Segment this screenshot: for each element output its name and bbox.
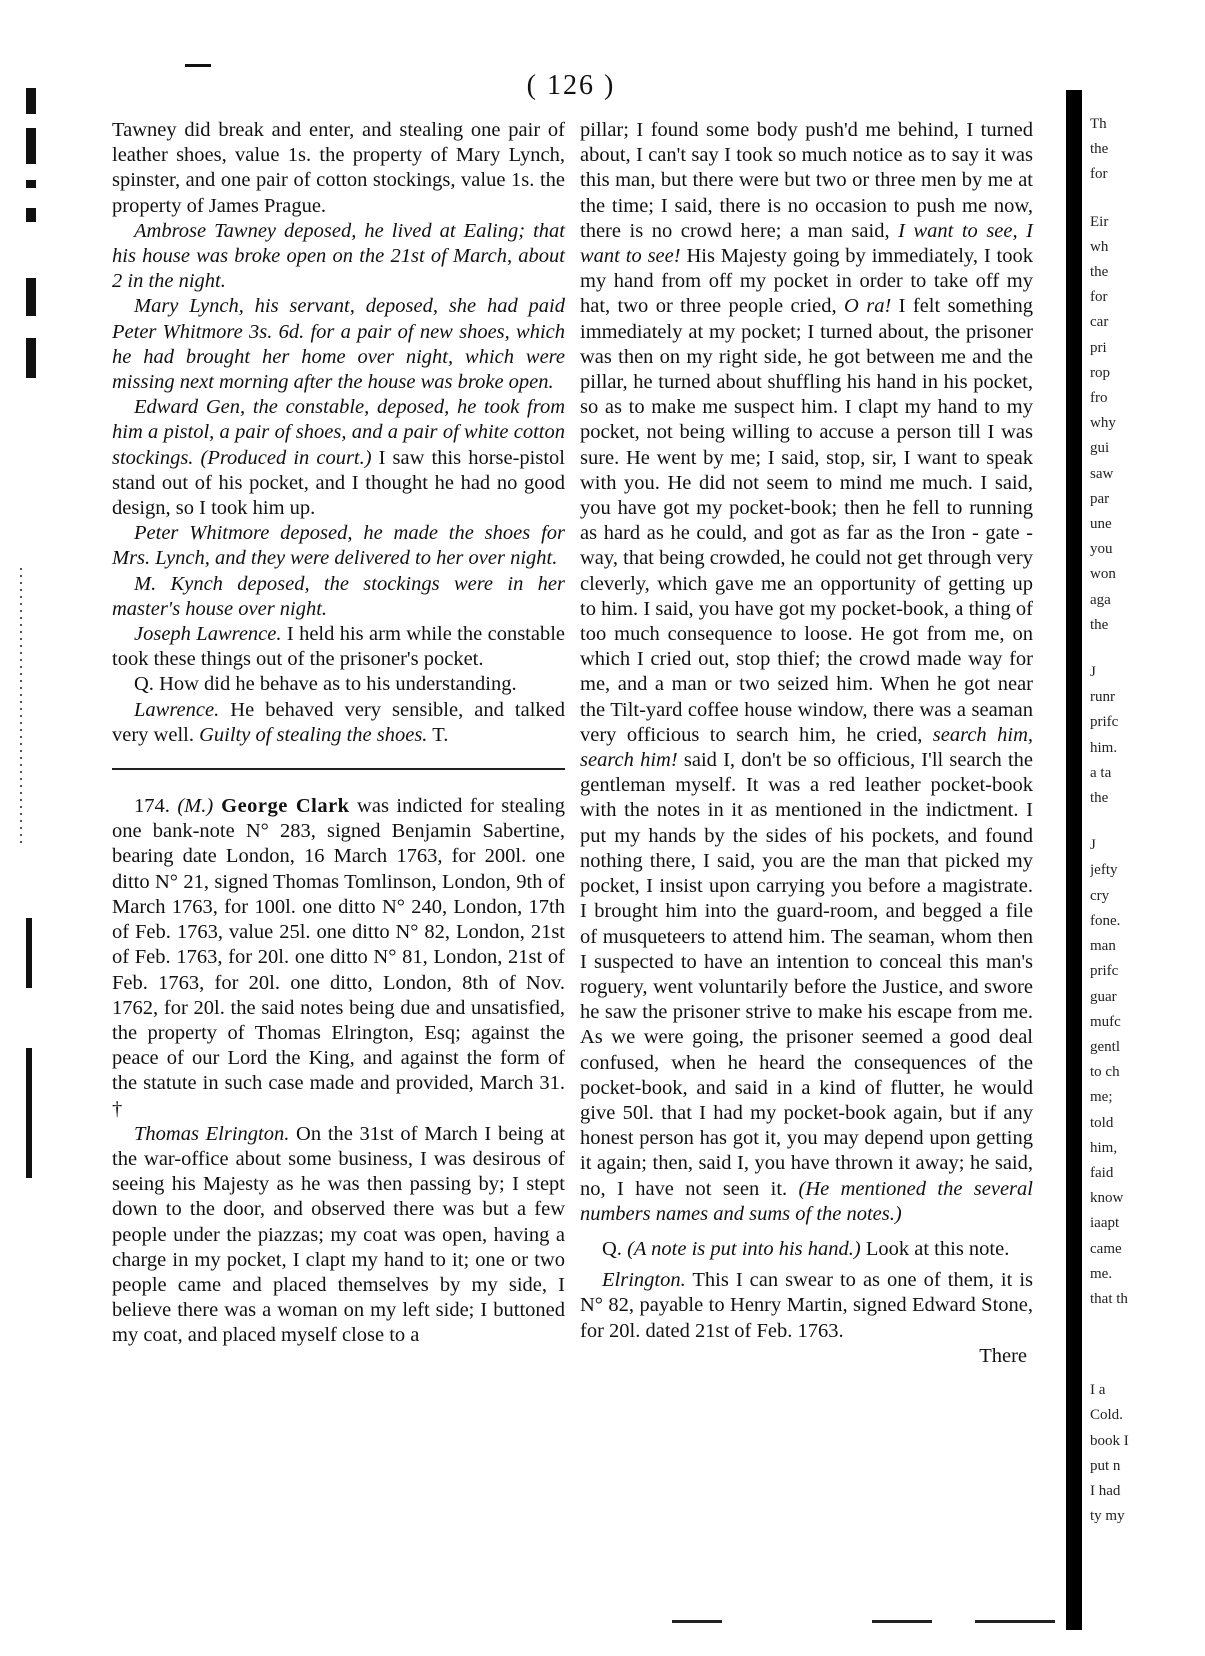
paragraph [580, 1268, 1033, 1344]
testimony-text: I felt something immediately at my pocket; I turned about, the prisoner was then on my right side, he got between me and the pillar, he turned about shuffling his hand in his pocket, so as to make me suspect him. I clapt my hand to my pocket, not being willing to accuse a person till I was sure. He went by me; I said, stop, sir, I want to speak with you. He did not seem to mind me much. I said, you have got my pocket-book; then he fell to running as hard as he could, and got as far as the Iron - gate - way, that being crowded, he could not get through very cleverly, which gave me an opportunity of getting up to him. I said, you have got my pocket-book, a thing of too much consequence to loose. He got from me, on which I cried out, stop thief; the crowd made way for me, and a man or two seized him. When he got near the Tilt-yard coffee house window, there was a seaman very officious to search him, he cried, [580, 295, 1033, 746]
paragraph [112, 698, 565, 748]
facing-page-fragment: car [1090, 314, 1109, 331]
page-number: ( 126 ) [526, 70, 616, 101]
deposition-italic: Ambrose Tawney deposed, he lived at Ealing; that his house was broke open on the 21st of March, about 2 in the night. [112, 219, 565, 293]
facing-page-fragment: I had [1090, 1482, 1121, 1499]
margin-mark [26, 918, 32, 988]
margin-mark [26, 180, 36, 188]
left-margin-marks [14, 88, 44, 1228]
paragraph [112, 294, 565, 395]
verdict: Guilty of stealing the shoes. [199, 723, 428, 746]
paragraph [112, 572, 565, 622]
paragraph [112, 1122, 565, 1349]
facing-page-fragment: for [1090, 289, 1108, 306]
margin-mark [26, 1048, 32, 1178]
facing-page-fragment: prifc [1090, 714, 1119, 731]
facing-page-fragment: rop [1090, 364, 1110, 381]
facing-page-fragment: him, [1090, 1139, 1118, 1156]
court-note: (A note is put into his hand.) [621, 1237, 861, 1260]
facing-page-fragments [1090, 112, 1150, 1529]
facing-page-fragment: why [1090, 415, 1116, 432]
facing-page-fragment: came [1090, 1240, 1122, 1257]
facing-page-fragment: fone. [1090, 912, 1121, 929]
paragraph [112, 395, 565, 521]
testimony-text: How did he behave as to his understanding. [153, 673, 517, 696]
margin-mark [26, 208, 36, 222]
speaker-name: Lawrence. [134, 698, 220, 721]
question-mark: Q. [134, 673, 154, 696]
facing-page-fragment: Cold. [1090, 1407, 1123, 1424]
testimony-text: said I, don't be so officious, I'll search the gentleman myself. It was a red leather pocket-book with the notes in it as mentioned in the indictment. I put my hands by the sides of his pockets, and found nothing there, I said, you are the man that picked my pocket, I insist upon carrying you before a magistrate. I brought him into the guard-room, and begged a file of musqueteers to attend him. The seaman, whom then I suspected to have an intention to conceal this man's roguery, went voluntarily before the Justice, and swore he saw the prisoner strive to make his escape from me. As we were going, the prisoner seemed a good deal confused, when he heard the consequences of the pocket-book, and said in a kind of flutter, he would give 50l. that I had my pocket-book again, but if any honest person has got it, you may depend upon getting it again; then, said I, you have thrown it away; he said, no, I have not seen it. [580, 749, 1033, 1200]
deposition-italic: M. Kynch deposed, the stockings were in her master's house over night. [112, 572, 565, 620]
facing-page-fragment: the [1090, 616, 1109, 633]
left-column [112, 118, 565, 1349]
top-dash [185, 64, 211, 67]
case-number: 174. [134, 795, 178, 818]
facing-page-fragment: for [1090, 166, 1108, 183]
section-divider [112, 768, 565, 770]
question-mark: Q. [602, 1237, 622, 1260]
defendant-name: George Clark [213, 795, 350, 818]
facing-page-fragment: Th [1090, 116, 1107, 132]
bottom-rule [672, 1620, 722, 1623]
facing-page-fragment: faid [1090, 1164, 1114, 1181]
facing-page-fragment: Eir [1090, 213, 1109, 230]
paragraph [580, 1237, 1033, 1262]
paragraph [112, 672, 565, 697]
deposition-italic: Peter Whitmore deposed, he made the shoes for Mrs. Lynch, and they were delivered to her over night. [112, 522, 565, 570]
facing-page-fragment: told [1090, 1114, 1114, 1131]
paragraph [580, 118, 1033, 1227]
paragraph [112, 219, 565, 295]
facing-page-fragment: wh [1090, 238, 1109, 255]
facing-page-fragment: pri [1090, 339, 1107, 356]
margin-mark [26, 278, 36, 316]
facing-page-fragment: to ch [1090, 1064, 1120, 1081]
facing-page-fragment: guar [1090, 988, 1117, 1005]
facing-page-fragment: mufc [1090, 1013, 1121, 1030]
facing-page-fragment: J [1090, 664, 1096, 681]
facing-page-fragment: know [1090, 1190, 1124, 1207]
paragraph: Tawney did break and enter, and stealing one pair of leather shoes, value 1s. the property of Mary Lynch, spinster, and one pair of cotton stockings, value 1s. the property of James Prague. [112, 119, 565, 217]
facing-page-fragment: man [1090, 938, 1116, 955]
testimony-text: Look at this note. [860, 1237, 1010, 1260]
quoted-italic: I want to see, I want to see! [580, 219, 1033, 268]
testimony-text: I held his arm while the constable took these things out of the prisoner's pocket. [112, 623, 566, 671]
margin-mark [26, 88, 36, 114]
facing-page-fragment: ty my [1090, 1508, 1125, 1525]
deposition-italic: Edward Gen, the constable, deposed, he took from him a pistol, a pair of shoes, and a pair of white cotton stockings. (Produced in court.) [112, 396, 565, 469]
facing-page-fragment [1090, 188, 1150, 210]
case-heading-paragraph [112, 794, 565, 1122]
catchword: There [979, 1344, 1027, 1367]
paragraph [112, 521, 565, 571]
facing-page-fragment: fro [1090, 390, 1108, 407]
testimony-text: I saw this horse-pistol stand out of his pocket, and I thought he had no good design, so I took him up. [112, 446, 565, 520]
facing-page-fragment: prifc [1090, 963, 1119, 980]
facing-page-fragment: I a [1090, 1382, 1106, 1399]
facing-page-fragment: the [1090, 141, 1109, 158]
facing-page-fragment: iaapt [1090, 1215, 1120, 1232]
facing-page-fragment: runr [1090, 689, 1115, 706]
quoted-italic: search him, search him! [580, 723, 1033, 772]
case-mark: (M.) [177, 795, 214, 818]
speaker-name: Thomas Elrington. [134, 1122, 290, 1145]
facing-page-fragment: him. [1090, 739, 1118, 756]
facing-page-fragment [1090, 811, 1150, 833]
testimony-text: His Majesty going by immediately, I took my hand from off my pocket in order to take off my hat, two or three people cried, [580, 245, 1033, 318]
facing-page-fragment: a ta [1090, 764, 1112, 781]
testimony-text: pillar; I found some body push'd me behind, I turned about, I can't say I took so much notice as to say it was this man, but there were but two or three men by me at the time; I said, there is no occasion to push me now, there is no crowd here; a man said, [580, 119, 1033, 242]
facing-page-fragment: the [1090, 790, 1109, 807]
facing-page-fragment [1090, 638, 1150, 660]
facing-page-fragment: you [1090, 541, 1113, 558]
indictment-text: was indicted for stealing one bank-note N° 283, signed Benjamin Sabertine, bearing date London, 16 March 1763, for 200l. one ditto N° 21, signed Thomas Tomlinson, London, 9th of March 1763, for 100l. one ditto N° 240, London, 17th of Feb. 1763, value 25l. one ditto N° 82, London, 21st of Feb. 1763, for 20l. one ditto N° 81, London, 21st of Feb. 1763, for 20l. one ditto, London, 8th of Nov. 1762, for 20l. the said notes being due and unsatisfied, the property of Thomas Elrington, Esq; against the peace of our Lord the King, and against the form of the statute in such case made and provided, March 31. † [112, 795, 565, 1120]
facing-page-fragment: me; [1090, 1089, 1113, 1106]
margin-dots [20, 568, 22, 848]
sentence: T. [427, 723, 449, 746]
facing-page-fragment: J [1090, 837, 1096, 854]
testimony-text: This I can swear to as one of them, it is N° 82, payable to Henry Martin, signed Edward Stone, for 20l. dated 21st of Feb. 1763. [580, 1269, 1033, 1342]
deposition-italic: Mary Lynch, his servant, deposed, she had paid Peter Whitmore 3s. 6d. for a pair of new shoes, which he had brought her home over night, which were missing next morning after the house was broke open. [112, 295, 565, 394]
facing-page-fragment: jefty [1090, 862, 1118, 879]
facing-page-fragment: gentl [1090, 1038, 1120, 1055]
margin-mark [26, 128, 36, 164]
speaker-name: Elrington. [602, 1269, 686, 1292]
gutter-shadow [1066, 90, 1082, 1630]
quoted-italic: O ra! [836, 295, 892, 318]
facing-page-fragment [1090, 1334, 1150, 1356]
facing-page-fragment: book I [1090, 1432, 1129, 1449]
margin-mark [26, 338, 36, 378]
right-column [580, 118, 1033, 1369]
facing-page-fragment: une [1090, 516, 1112, 533]
facing-page-fragment: the [1090, 264, 1109, 281]
facing-page-fragment [1090, 1356, 1150, 1378]
facing-page-fragment [1090, 1312, 1150, 1334]
facing-page-fragment: gui [1090, 440, 1110, 457]
facing-page-fragment: aga [1090, 591, 1111, 608]
testimony-text: On the 31st of March I being at the war-office about some business, I was desirous of seeing his Majesty as he was then passing by; I stept down to the door, and observed there was but a few people under the piazzas; my coat was open, having a charge in my pocket, I clapt my hand to it; one or two people came and placed themselves by my side, I believe there was a woman on my left side; I buttoned my coat, and placed myself close to a [112, 1122, 565, 1347]
facing-page-fragment: put n [1090, 1457, 1121, 1474]
facing-page-fragment: me. [1090, 1265, 1113, 1282]
testimony-text: He behaved very sensible, and talked very well. [112, 698, 565, 746]
facing-page-fragment: par [1090, 490, 1110, 507]
paragraph [112, 622, 565, 672]
bottom-rule [975, 1620, 1055, 1623]
facing-page-fragment: that th [1090, 1290, 1128, 1307]
bottom-rule [872, 1620, 932, 1623]
facing-page-fragment: saw [1090, 465, 1114, 482]
facing-page-fragment: won [1090, 566, 1116, 583]
speaker-name: Joseph Lawrence. [134, 623, 282, 646]
facing-page-fragment: cry [1090, 887, 1110, 904]
court-note: (He mentioned the several numbers names and sums of the notes.) [580, 1177, 1033, 1225]
